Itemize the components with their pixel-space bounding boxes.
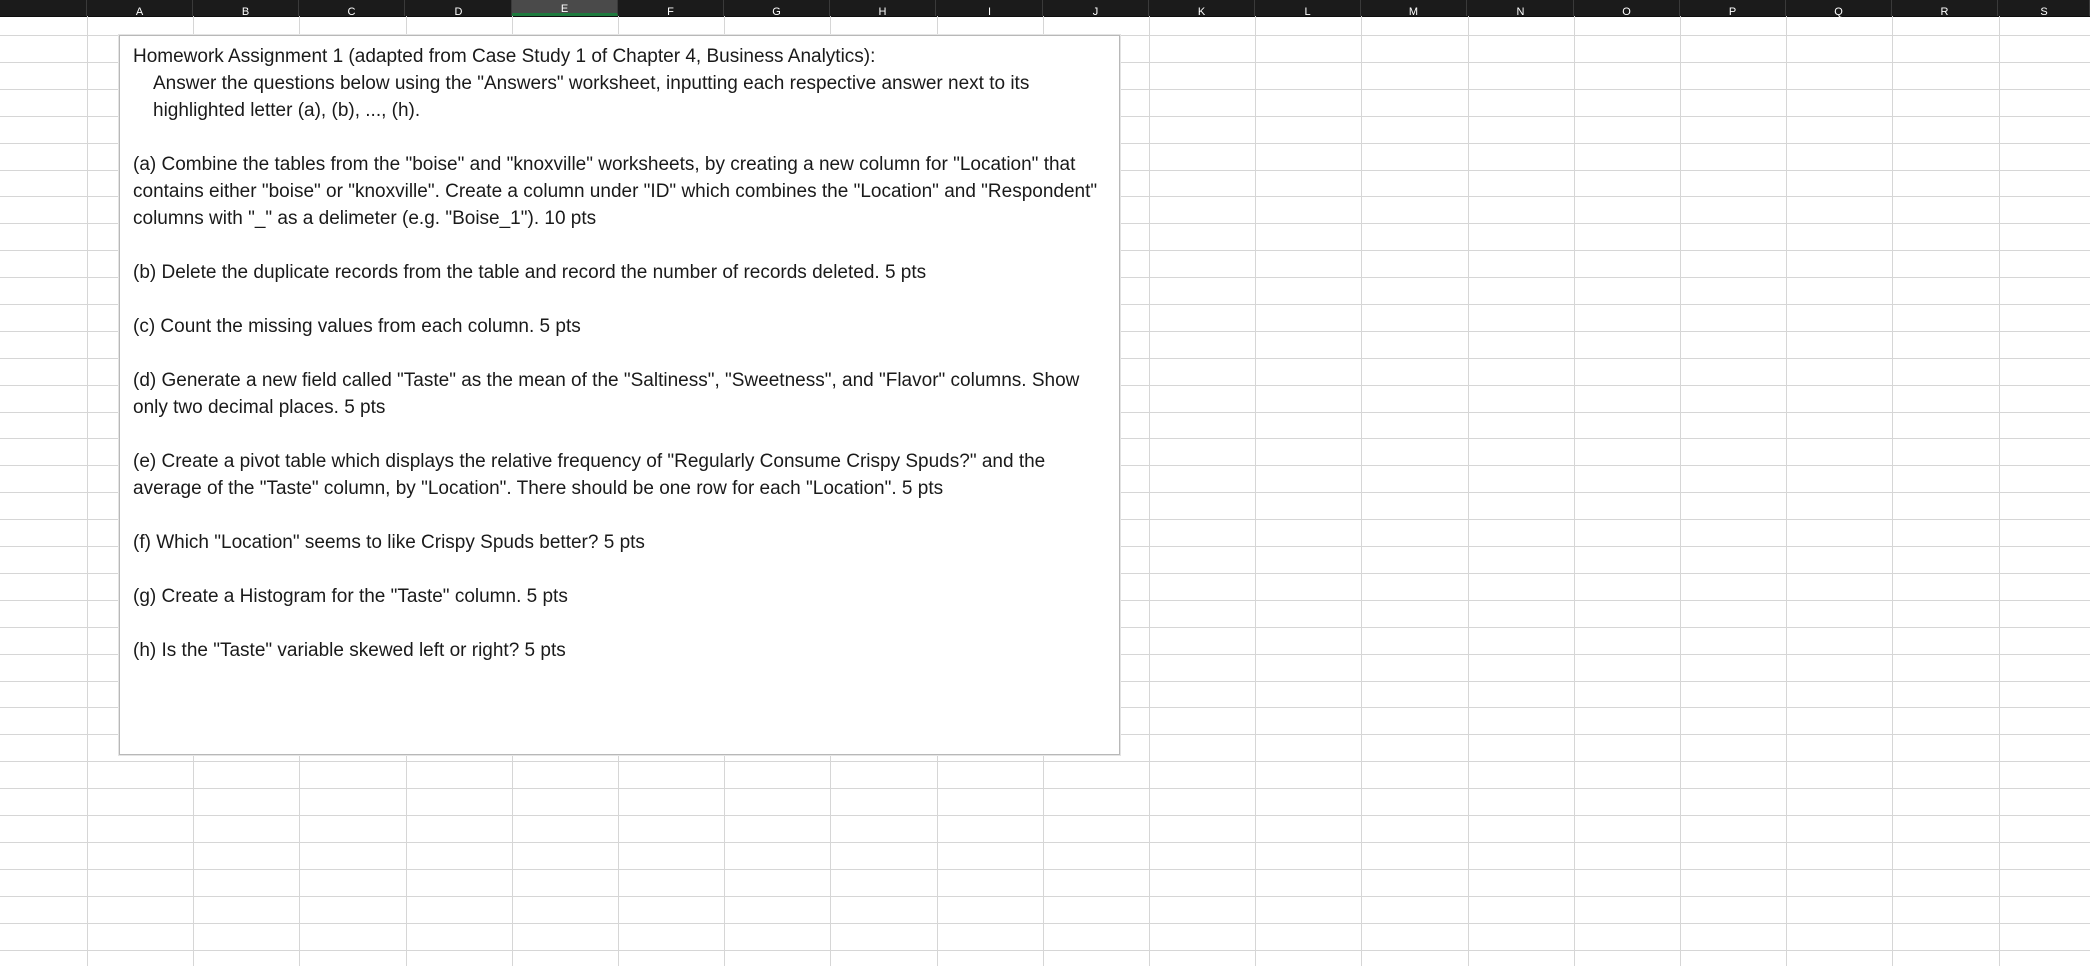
column-header-j[interactable] (1043, 0, 1149, 16)
grid-row-line (0, 896, 2090, 897)
grid-row-line (0, 815, 2090, 816)
column-header-d[interactable] (406, 0, 512, 16)
grid-row-line (0, 923, 2090, 924)
assignment-title: Homework Assignment 1 (adapted from Case Study 1 of Chapter 4, Business Analytics): (133, 46, 876, 67)
question-c: (c) Count the missing values from each column. 5 pts (133, 316, 581, 337)
column-header-letter: R (1940, 6, 1949, 18)
column-header-letter: C (347, 6, 356, 18)
column-header-letter: F (667, 6, 674, 18)
paragraph-gap (133, 124, 1107, 151)
column-header-letter: M (1408, 6, 1419, 18)
column-header-letter: D (454, 6, 463, 18)
column-header-b[interactable] (193, 0, 299, 16)
column-header-n[interactable] (1468, 0, 1574, 16)
column-header-a[interactable] (87, 0, 193, 16)
column-header-letter: P (1728, 6, 1737, 18)
column-header-p[interactable] (1680, 0, 1786, 16)
paragraph-gap (133, 556, 1107, 583)
column-header-r[interactable] (1892, 0, 1998, 16)
question-h: (h) Is the "Taste" variable skewed left or right? 5 pts (133, 640, 566, 661)
column-header-k[interactable] (1149, 0, 1255, 16)
column-header-bar (0, 0, 2090, 17)
grid-row-line (0, 869, 2090, 870)
column-header-letter: N (1516, 6, 1525, 18)
question-f: (f) Which "Location" seems to like Crispy Spuds better? 5 pts (133, 532, 645, 553)
question-e: (e) Create a pivot table which displays the relative frequency of "Regularly Consume Crispy Spuds?" and the average of the "Taste" column, by "Location". There should be one row for each "Location". 5 pts (133, 451, 1046, 499)
column-header-g[interactable] (724, 0, 830, 16)
grid-row-line (0, 761, 2090, 762)
question-d: (d) Generate a new field called "Taste" as the mean of the "Saltiness", "Sweetness", and "Flavor" columns. Show only two decimal places. 5 pts (133, 370, 1080, 418)
paragraph-gap (133, 340, 1107, 367)
column-header-q[interactable] (1786, 0, 1892, 16)
column-header-letter: I (987, 6, 992, 18)
column-header-letter: H (878, 6, 887, 18)
assignment-text-box[interactable] (119, 35, 1120, 755)
paragraph-gap (133, 286, 1107, 313)
column-header-letter: J (1092, 6, 1099, 18)
column-header-l[interactable] (1255, 0, 1361, 16)
grid-row-line (0, 788, 2090, 789)
column-header-letter: A (135, 6, 144, 18)
column-header-letter: B (241, 6, 250, 18)
grid-row-line (0, 842, 2090, 843)
column-header-f[interactable] (618, 0, 724, 16)
column-header-letter: K (1197, 6, 1206, 18)
column-header-o[interactable] (1574, 0, 1680, 16)
question-b: (b) Delete the duplicate records from the table and record the number of records deleted. 5 pts (133, 262, 927, 283)
column-header-e[interactable] (512, 0, 618, 16)
column-header-letter: L (1304, 6, 1311, 18)
column-header-letter: O (1622, 6, 1631, 18)
column-header-c[interactable] (299, 0, 405, 16)
column-header-letter: Q (1834, 6, 1843, 18)
column-header-i[interactable] (937, 0, 1043, 16)
paragraph-gap (133, 502, 1107, 529)
column-header-m[interactable] (1361, 0, 1467, 16)
column-header-h[interactable] (830, 0, 936, 16)
column-header-s[interactable] (1999, 0, 2090, 16)
grid-row-line (0, 950, 2090, 951)
column-header-letter: S (2040, 6, 2048, 18)
column-header-partial (0, 0, 87, 16)
question-g: (g) Create a Histogram for the "Taste" column. 5 pts (133, 586, 568, 607)
question-a: (a) Combine the tables from the "boise" and "knoxville" worksheets, by creating a new column for "Location" that contains either "boise" or "knoxville". Create a column under "ID" which combines the "Location" and "Respondent" columns with "_" as a delimeter (e.g. "Boise_1"). 10 pts (133, 154, 1098, 229)
paragraph-gap (133, 232, 1107, 259)
column-header-letter: G (772, 6, 781, 18)
paragraph-gap (133, 421, 1107, 448)
assignment-instructions: Answer the questions below using the "Answers" worksheet, inputting each respective answer next to its highlighted letter (a), (b), ..., (h). (153, 73, 1030, 121)
paragraph-gap (133, 610, 1107, 637)
column-header-letter: E (560, 3, 569, 15)
